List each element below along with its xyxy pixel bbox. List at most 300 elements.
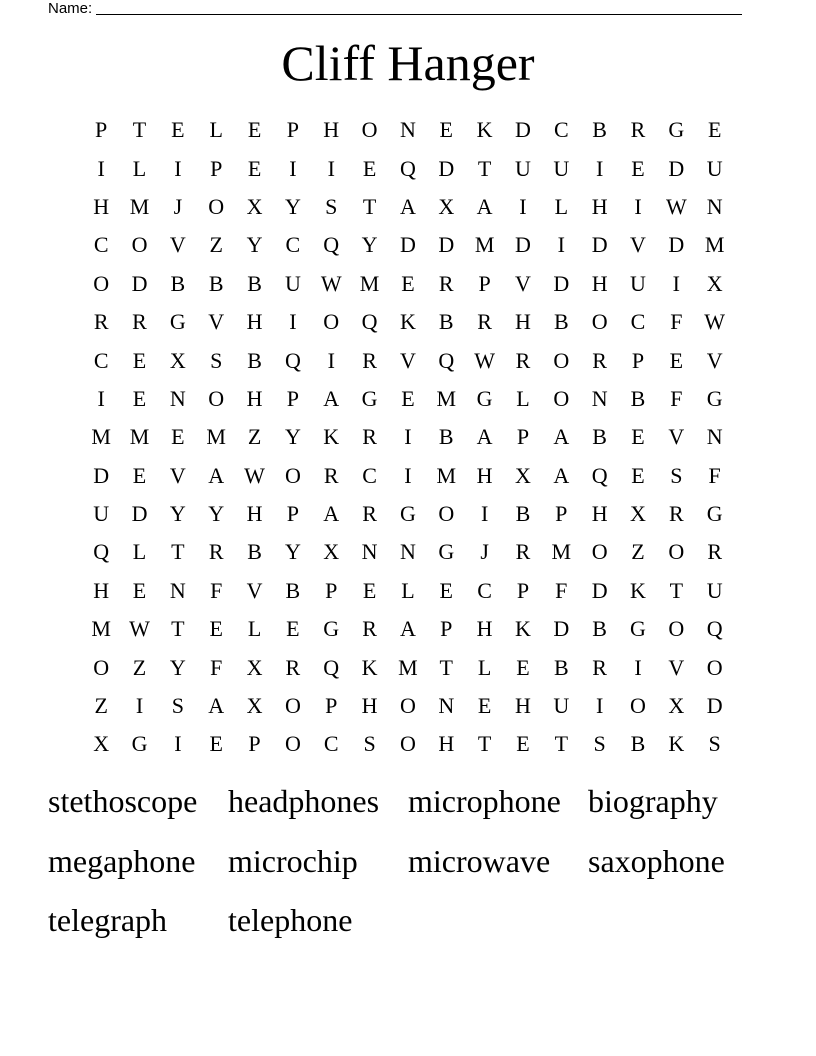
grid-letter: G [438,539,455,565]
grid-letter: O [208,385,225,411]
grid-letter: L [401,577,415,603]
grid-letter: E [439,117,453,143]
grid-letter: E [132,385,147,411]
grid-letter: M [436,462,457,488]
grid-letter: R [630,117,646,143]
grid-letter: Y [361,232,378,258]
grid-letter: Q [361,309,378,335]
grid-letter: D [131,501,148,527]
grid-letter: H [476,462,493,488]
grid-letter: F [210,577,223,603]
grid-letter: D [438,155,455,181]
grid-letter: D [553,270,570,296]
grid-letter: N [169,577,186,603]
grid-letter: O [591,539,608,565]
grid-letter: V [668,424,685,450]
grid-letter: A [208,693,225,719]
grid-row [82,380,734,418]
grid-letter: A [208,462,225,488]
grid-letter: E [401,270,415,296]
grid-letter: N [399,117,416,143]
grid-letter: S [708,731,721,757]
grid-letter: R [362,347,377,373]
grid-letter: E [209,731,223,757]
grid-letter: C [477,577,492,603]
grid-letter: M [91,616,111,642]
grid-letter: O [361,117,378,143]
grid-letter: L [247,616,262,642]
word-list-item: stethoscope [48,783,198,819]
grid-letter: Y [208,501,225,527]
grid-letter: A [399,193,416,219]
grid-letter: P [210,155,223,181]
grid-letter: E [631,155,645,181]
grid-letter: Z [247,424,262,450]
grid-letter: K [630,577,646,603]
grid-letter: C [93,347,109,373]
grid-letter: D [93,462,110,488]
grid-letter: E [362,577,377,603]
grid-letter: U [706,577,723,603]
letter-grid [82,111,734,764]
grid-letter: B [247,347,262,373]
grid-letter: H [93,577,110,603]
grid-letter: E [132,577,147,603]
grid-letter: O [553,385,570,411]
word-list-item: telephone [228,902,353,938]
grid-letter: Q [438,347,455,373]
grid-letter: B [592,117,607,143]
grid-letter: H [515,309,531,335]
grid-letter: A [399,616,416,642]
grid-letter: X [668,693,685,719]
grid-letter: Q [399,155,416,181]
grid-letter: R [132,309,147,335]
grid-letter: O [591,309,608,335]
grid-letter: B [592,616,607,642]
grid-letter: H [438,731,455,757]
grid-letter: D [515,232,531,258]
grid-letter: M [436,385,457,411]
grid-letter: T [362,193,377,219]
grid-letter: Y [169,501,186,527]
grid-letter: A [476,193,493,219]
grid-letter: O [553,347,570,373]
grid-letter: P [95,117,108,143]
grid-letter: N [438,693,455,719]
grid-letter: R [515,347,531,373]
grid-letter: S [325,193,338,219]
grid-letter: U [706,155,723,181]
grid-letter: M [704,232,725,258]
grid-row [82,341,734,379]
grid-letter: I [634,654,642,680]
grid-letter: M [551,539,572,565]
grid-letter: O [438,501,455,527]
grid-letter: H [93,193,110,219]
grid-letter: B [438,309,454,335]
grid-letter: F [210,654,223,680]
grid-letter: O [208,193,225,219]
grid-letter: P [516,424,530,450]
grid-letter: A [323,385,340,411]
grid-letter: R [285,654,301,680]
grid-letter: O [284,693,301,719]
word-list-item: telegraph [48,902,168,938]
grid-letter: P [631,347,645,373]
grid-letter: O [399,693,416,719]
grid-letter: O [630,693,646,719]
grid-letter: O [706,654,723,680]
grid-letter: G [361,385,378,411]
grid-letter: Z [631,539,645,565]
grid-letter: L [132,539,147,565]
grid-letter: W [704,309,726,335]
grid-letter: E [516,654,530,680]
grid-letter: Q [323,232,340,258]
grid-letter: E [247,155,262,181]
word-list-item: headphones [228,783,380,819]
grid-letter: Y [284,193,301,219]
grid-letter: I [174,731,182,757]
grid-letter: E [516,731,530,757]
grid-letter: I [595,155,604,181]
grid-letter: G [131,731,148,757]
grid-letter: E [439,577,453,603]
grid-letter: F [555,577,568,603]
grid-letter: V [169,232,186,258]
word-list-item: microwave [408,842,551,879]
grid-letter: V [515,270,531,296]
grid-letter: O [399,731,416,757]
grid-letter: Z [209,232,223,258]
grid-letter: H [476,616,493,642]
grid-letter: R [592,347,607,373]
grid-letter: I [174,155,182,181]
grid-row [82,533,734,571]
grid-letter: M [129,424,150,450]
grid-letter: O [668,539,685,565]
grid-letter: R [438,270,454,296]
grid-letter: V [208,309,225,335]
grid-letter: U [515,155,531,181]
name-field-row [48,0,742,18]
grid-row [82,188,734,226]
grid-letter: B [630,385,646,411]
grid-letter: V [668,654,685,680]
grid-letter: P [325,693,338,719]
grid-letter: V [246,577,263,603]
grid-letter: A [323,501,340,527]
grid-letter: I [672,270,680,296]
grid-letter: E [247,117,262,143]
grid-letter: D [438,232,455,258]
grid-letter: H [246,385,263,411]
grid-letter: V [706,347,723,373]
grid-letter: B [285,577,301,603]
grid-letter: I [135,693,144,719]
page-title: Cliff Hanger [281,35,535,91]
grid-letter: N [706,193,723,219]
grid-letter: M [398,654,418,680]
grid-letter: H [591,270,608,296]
grid-letter: I [97,155,105,181]
grid-letter: H [246,309,263,335]
grid-letter: A [476,424,493,450]
grid-letter: B [515,501,531,527]
grid-row [82,687,734,725]
grid-letter: E [631,462,645,488]
grid-letter: P [248,731,261,757]
grid-letter: F [708,462,721,488]
grid-letter: V [399,347,416,373]
grid-letter: I [634,193,642,219]
grid-letter: I [519,193,527,219]
grid-letter: E [132,462,147,488]
grid-row [82,610,734,648]
grid-letter: E [631,424,645,450]
word-list-item: biography [588,783,718,819]
grid-letter: O [131,232,148,258]
grid-letter: D [591,577,608,603]
grid-letter: X [323,539,340,565]
grid-letter: B [247,270,262,296]
grid-letter: C [285,232,301,258]
grid-letter: J [480,539,489,565]
grid-letter: L [516,385,530,411]
grid-letter: B [553,309,569,335]
grid-letter: K [323,424,340,450]
grid-letter: K [668,731,685,757]
grid-letter: R [93,309,109,335]
grid-letter: E [171,117,185,143]
grid-letter: B [553,654,569,680]
grid-letter: P [555,501,568,527]
grid-letter: U [553,155,570,181]
grid-letter: T [477,731,492,757]
grid-letter: O [284,462,301,488]
grid-letter: Q [284,347,301,373]
grid-letter: C [362,462,377,488]
grid-letter: X [93,731,110,757]
grid-letter: K [515,616,531,642]
grid-letter: I [327,347,335,373]
grid-letter: D [668,155,685,181]
grid-letter: W [665,193,687,219]
grid-letter: M [206,424,226,450]
grid-letter: D [553,616,570,642]
word-list-item: microphone [408,783,561,819]
grid-letter: B [592,424,607,450]
grid-letter: C [553,117,569,143]
grid-letter: N [361,539,378,565]
grid-letter: G [323,616,340,642]
grid-letter: P [440,616,453,642]
grid-letter: P [286,385,300,411]
grid-letter: C [630,309,646,335]
grid-letter: E [171,424,185,450]
grid-letter: A [553,462,570,488]
grid-letter: H [591,501,608,527]
word-list [48,772,768,951]
grid-letter: D [131,270,148,296]
grid-letter: R [362,501,377,527]
grid-letter: K [361,654,378,680]
grid-letter: H [361,693,378,719]
grid-row [82,648,734,686]
grid-letter: W [320,270,342,296]
grid-letter: H [246,501,263,527]
word-list-item: saxophone [588,842,725,879]
grid-letter: X [246,693,263,719]
grid-letter: G [706,501,723,527]
grid-letter: X [706,270,723,296]
grid-letter: C [323,731,339,757]
grid-letter: R [362,616,377,642]
grid-row [82,572,734,610]
grid-letter: Y [284,424,301,450]
grid-letter: L [554,193,569,219]
grid-letter: Q [706,616,723,642]
grid-letter: I [327,155,335,181]
grid-letter: E [669,347,684,373]
grid-letter: W [129,616,150,642]
grid-letter: G [668,117,685,143]
grid-letter: Z [132,654,147,680]
grid-letter: S [670,462,683,488]
grid-letter: S [593,731,606,757]
grid-letter: Q [323,654,340,680]
grid-letter: P [325,577,338,603]
grid-letter: R [515,539,531,565]
grid-letter: W [474,347,495,373]
grid-letter: D [706,693,723,719]
grid-letter: P [286,117,300,143]
grid-letter: R [208,539,224,565]
grid-letter: D [591,232,608,258]
grid-letter: S [363,731,376,757]
grid-letter: M [474,232,495,258]
grid-letter: P [478,270,491,296]
grid-letter: T [132,117,147,143]
grid-letter: Q [591,462,608,488]
grid-letter: V [169,462,186,488]
name-label: Name: [48,0,93,17]
grid-letter: T [477,155,492,181]
grid-letter: W [244,462,265,488]
grid-letter: O [323,309,340,335]
grid-letter: X [246,654,263,680]
grid-row [82,111,734,149]
grid-letter: D [399,232,416,258]
grid-letter: B [208,270,224,296]
grid-letter: L [132,155,147,181]
grid-letter: I [404,424,412,450]
grid-letter: N [399,539,416,565]
grid-letter: X [438,193,455,219]
grid-letter: T [171,616,185,642]
grid-letter: T [171,539,185,565]
grid-letter: E [286,616,300,642]
grid-letter: O [668,616,685,642]
grid-letter: U [630,270,646,296]
grid-letter: G [476,385,493,411]
grid-letter: O [93,654,110,680]
grid-letter: I [289,155,297,181]
grid-letter: E [477,693,492,719]
word-list-item: megaphone [48,842,196,879]
grid-row [82,149,734,187]
grid-letter: I [557,232,565,258]
grid-letter: M [129,193,150,219]
name-blank-line[interactable] [96,0,742,15]
grid-letter: X [169,347,186,373]
grid-letter: U [93,501,110,527]
grid-letter: T [669,577,684,603]
grid-letter: U [553,693,570,719]
grid-letter: R [477,309,492,335]
grid-letter: H [323,117,340,143]
grid-letter: O [93,270,110,296]
grid-letter: R [707,539,723,565]
grid-letter: Y [246,232,263,258]
grid-letter: F [670,385,683,411]
grid-letter: L [477,654,492,680]
grid-letter: E [362,155,377,181]
grid-letter: D [668,232,685,258]
grid-row [82,418,734,456]
grid-row [82,725,734,763]
grid-letter: X [515,462,531,488]
grid-letter: E [401,385,415,411]
grid-letter: E [707,117,722,143]
grid-row [82,303,734,341]
grid-letter: O [284,731,301,757]
grid-letter: N [591,385,608,411]
grid-letter: Q [93,539,110,565]
word-list-item: microchip [228,842,358,879]
grid-letter: R [592,654,607,680]
grid-letter: I [480,501,489,527]
grid-letter: H [591,193,608,219]
grid-letter: B [170,270,186,296]
grid-letter: Z [94,693,108,719]
grid-letter: G [399,501,416,527]
grid-letter: N [706,424,723,450]
grid-row [82,265,734,303]
grid-letter: X [246,193,263,219]
grid-letter: G [706,385,723,411]
grid-letter: E [209,616,223,642]
grid-letter: A [553,424,570,450]
grid-letter: B [630,731,646,757]
grid-letter: Y [169,654,186,680]
grid-letter: U [284,270,301,296]
grid-letter: G [630,616,646,642]
grid-letter: L [209,117,223,143]
grid-letter: J [173,193,183,219]
grid-letter: H [515,693,531,719]
grid-letter: Y [284,539,301,565]
grid-row [82,226,734,264]
grid-letter: S [171,693,184,719]
grid-letter: M [359,270,380,296]
grid-letter: N [169,385,186,411]
grid-letter: B [438,424,454,450]
grid-letter: P [516,577,530,603]
grid-letter: E [132,347,147,373]
grid-letter: R [668,501,684,527]
